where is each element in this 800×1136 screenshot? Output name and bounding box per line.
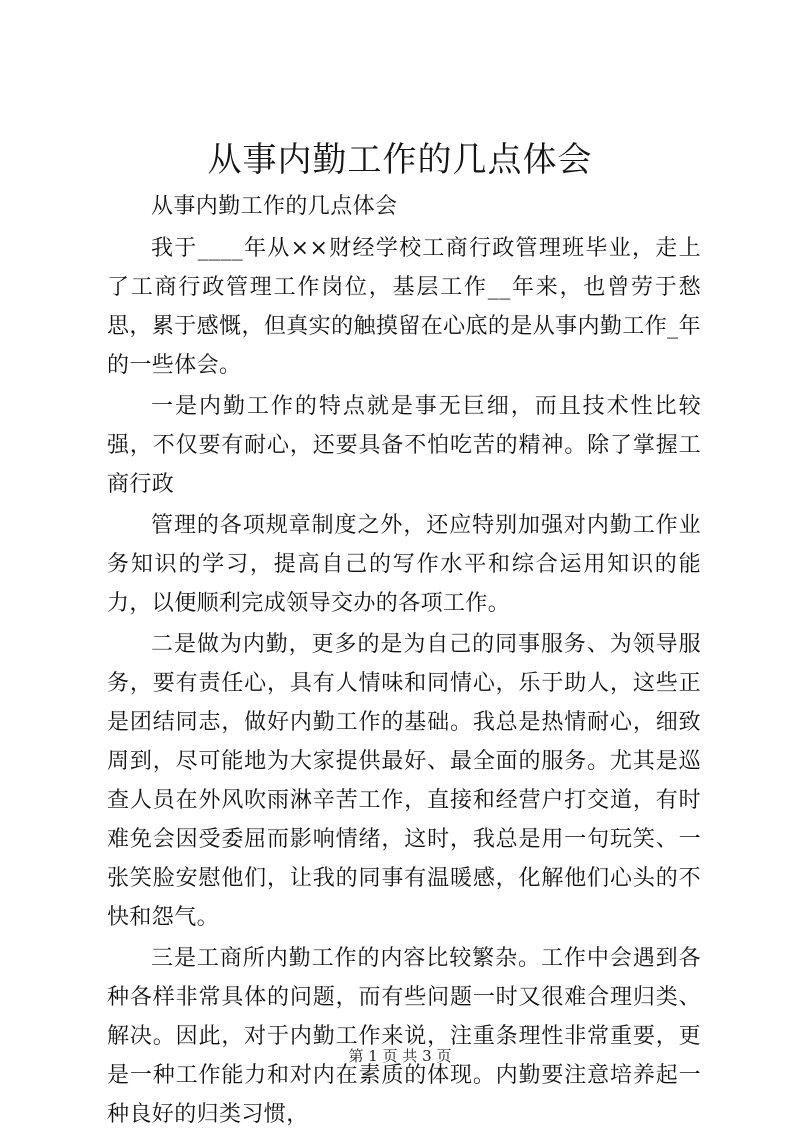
paragraph-1: 我于____年从××财经学校工商行政管理班毕业，走上了工商行政管理工作岗位，基层工作__年来，也曾劳于愁思，累于感慨，但真实的触摸留在心底的是从事内勤工作_年的一些体会。 xyxy=(107,236,701,378)
page-footer: 第 1 页 共 3 页 xyxy=(348,1047,452,1065)
paragraph-2: 一是内勤工作的特点就是事无巨细，而且技术性比较强，不仅要有耐心，还要具备不怕吃苦的精神。除了掌握工商行政 xyxy=(107,394,701,497)
document-subtitle: 从事内勤工作的几点体会 xyxy=(151,194,398,219)
paragraph-3: 管理的各项规章制度之外，还应特别加强对内勤工作业务知识的学习，提高自己的写作水平和综合运用知识的能力，以便顺利完成领导交办的各项工作。 xyxy=(107,513,701,616)
paragraph-5: 三是工商所内勤工作的内容比较繁杂。工作中会遇到各种各样非常具体的问题，而有些问题一时又很难合理归类、解决。因此，对于内勤工作来说，注重条理性非常重要，更是一种工作能力和对内在素质的体现。内勤要注意培养起一种良好的归类习惯， xyxy=(107,946,701,1127)
paragraph-4: 二是做为内勤，更多的是为自己的同事服务、为领导服务，要有责任心，具有人情味和同情心，乐于助人，这些正是团结同志，做好内勤工作的基础。我总是热情耐心，细致周到，尽可能地为大家提供最好、最全面的服务。尤其是巡查人员在外风吹雨淋辛苦工作，直接和经营户打交道，有时难免会因受委屈而影响情绪，这时，我总是用一句玩笑、一张笑脸安慰他们，让我的同事有温暖感，化解他们心头的不快和怨气。 xyxy=(107,632,701,930)
document-body xyxy=(107,187,701,1136)
document-title: 从事内勤工作的几点体会 xyxy=(207,140,593,180)
